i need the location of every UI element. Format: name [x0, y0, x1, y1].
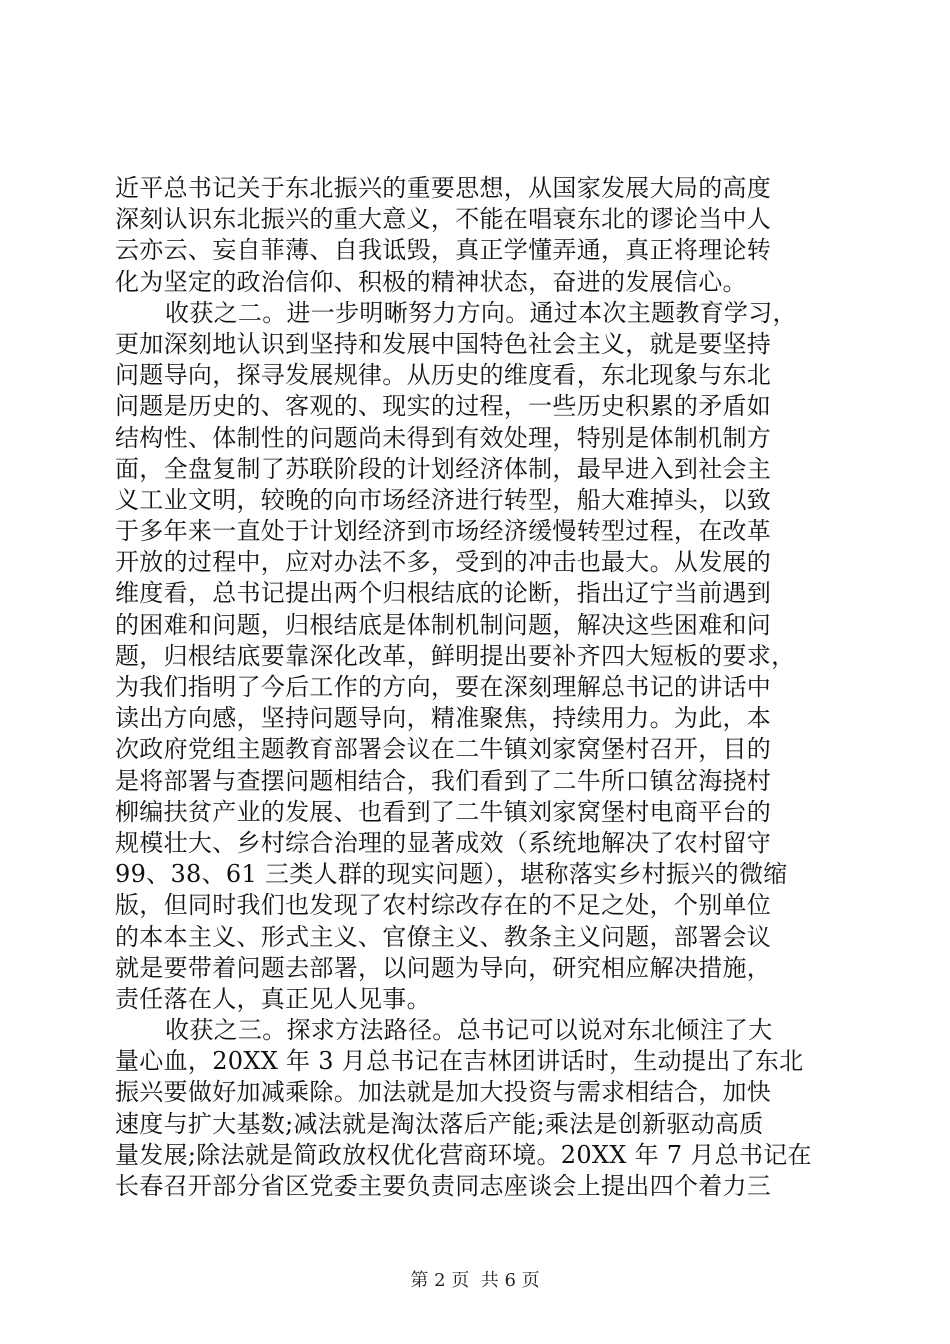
- text-line: 版，但同时我们也发现了农村综改存在的不足之处，个别单位: [115, 891, 772, 920]
- text-line: 量发展;除法就是简政放权优化营商环境。20XX 年 7 月总书记在: [115, 1140, 812, 1169]
- text-line: 量心血，20XX 年 3 月总书记在吉林团讲话时，生动提出了东北: [115, 1047, 804, 1076]
- text-line: 近平总书记关于东北振兴的重要思想，从国家发展大局的高度: [115, 174, 772, 202]
- text-line: 云亦云、妄自菲薄、自我诋毁，真正学懂弄通，真正将理论转: [115, 236, 772, 265]
- text-line: 题，归根结底要靠深化改革，鲜明提出要补齐四大短板的要求，: [115, 641, 796, 670]
- text-line: 是将部署与查摆问题相结合，我们看到了二牛所口镇岔海挠村: [115, 766, 772, 795]
- text-line: 的本本主义、形式主义、官僚主义、教条主义问题，部署会议: [115, 922, 772, 951]
- text-line: 结构性、体制性的问题尚未得到有效处理，特别是体制机制方: [115, 423, 772, 452]
- text-line: 责任落在人，真正见人见事。: [115, 984, 431, 1013]
- text-line: 的困难和问题，归根结底是体制机制问题，解决这些困难和问: [115, 610, 772, 639]
- text-line: 99、38、61 三类人群的现实问题），堪称落实乡村振兴的微缩: [115, 860, 788, 889]
- text-line: 义工业文明，较晚的向市场经济进行转型，船大难掉头，以致: [115, 485, 772, 514]
- text-line: 问题导向，探寻发展规律。从历史的维度看，东北现象与东北: [115, 361, 772, 390]
- text-line: 柳编扶贫产业的发展、也看到了二牛镇刘家窝堡村电商平台的: [115, 797, 772, 826]
- text-line: 长春召开部分省区党委主要负责同志座谈会上提出四个着力三: [115, 1172, 772, 1200]
- page-footer: [0, 1270, 950, 1292]
- text-line: 面，全盘复制了苏联阶段的计划经济体制，最早进入到社会主: [115, 454, 772, 483]
- text-line: 维度看，总书记提出两个归根结底的论断，指出辽宁当前遇到: [115, 579, 772, 608]
- text-line: 为我们指明了今后工作的方向，要在深刻理解总书记的讲话中: [115, 673, 772, 701]
- page-total: 共 6 页: [480, 1270, 540, 1291]
- text-line: 规模壮大、乡村综合治理的显著成效（系统地解决了农村留守: [115, 828, 772, 857]
- text-line: 化为坚定的政治信仰、积极的精神状态，奋进的发展信心。: [115, 267, 747, 296]
- text-line: 速度与扩大基数;减法就是淘汰落后产能;乘法是创新驱动高质: [115, 1109, 764, 1138]
- text-line: 于多年来一直处于计划经济到市场经济缓慢转型过程，在改革: [115, 517, 772, 546]
- text-line: 次政府党组主题教育部署会议在二牛镇刘家窝堡村召开，目的: [115, 735, 772, 764]
- text-line: 振兴要做好加减乘除。加法就是加大投资与需求相结合，加快: [115, 1078, 772, 1107]
- paragraph-start-line: 收获之三。探求方法路径。总书记可以说对东北倾注了大: [165, 1016, 773, 1045]
- page-number: 第 2 页: [410, 1270, 470, 1291]
- paragraph-start-line: 收获之二。进一步明晰努力方向。通过本次主题教育学习，: [165, 298, 797, 327]
- text-line: 开放的过程中，应对办法不多，受到的冲击也最大。从发展的: [115, 548, 772, 577]
- text-line: 就是要带着问题去部署，以问题为导向，研究相应解决措施，: [115, 953, 772, 982]
- document-body: [115, 173, 840, 1202]
- text-line: 更加深刻地认识到坚持和发展中国特色社会主义，就是要坚持: [115, 329, 772, 358]
- text-line: 读出方向感，坚持问题导向，精准聚焦，持续用力。为此，本: [115, 704, 772, 733]
- text-line: 深刻认识东北振兴的重大意义，不能在唱衰东北的谬论当中人: [115, 205, 772, 234]
- text-line: 问题是历史的、客观的、现实的过程，一些历史积累的矛盾如: [115, 392, 772, 421]
